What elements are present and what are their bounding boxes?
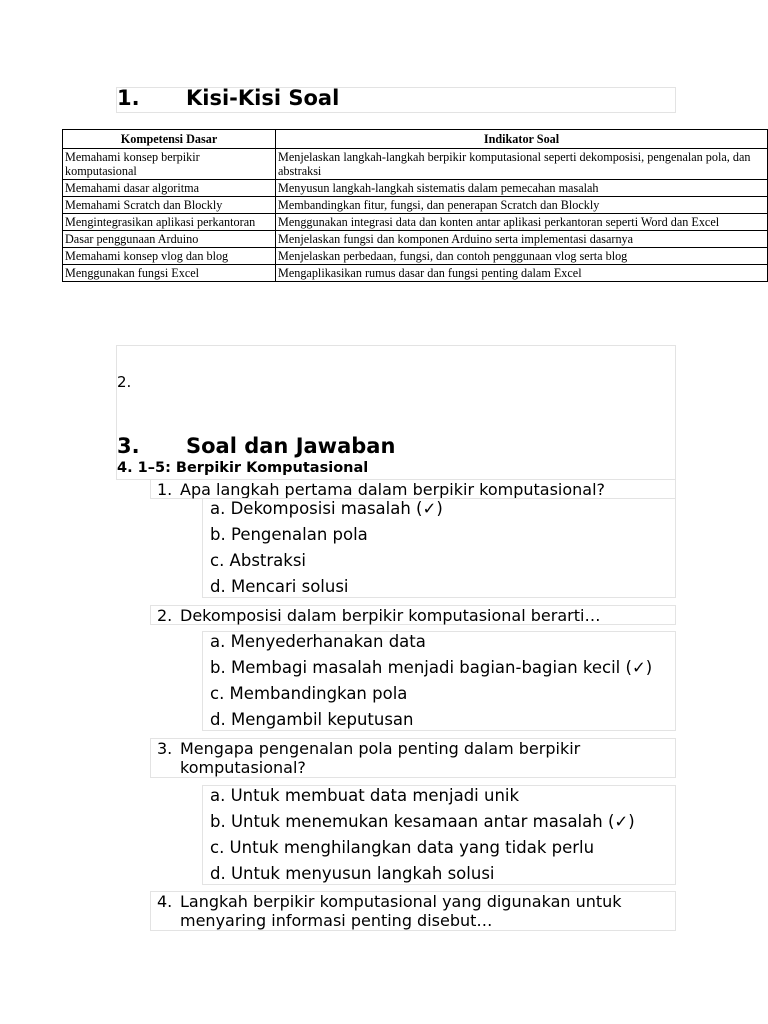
table-row xyxy=(63,214,768,231)
table-row xyxy=(63,248,768,265)
question-text: Langkah berpikir komputasional yang digunakan untuk menyaring informasi penting disebut… xyxy=(180,892,622,930)
option-a: a. Menyederhanakan data xyxy=(210,632,426,651)
option-c: c. Untuk menghilangkan data yang tidak perlu xyxy=(210,838,595,857)
table-row xyxy=(63,231,768,248)
question-text: Apa langkah pertama dalam berpikir komputasional? xyxy=(180,480,606,499)
table-header-row xyxy=(63,130,768,149)
section-3-title: Soal dan Jawaban xyxy=(186,434,396,458)
table-row xyxy=(63,180,768,197)
section-3-number: 3. xyxy=(117,434,140,458)
question-number: 2. xyxy=(157,606,173,625)
option-c: c. Membandingkan pola xyxy=(210,684,408,703)
question-3 xyxy=(150,738,676,778)
table-row xyxy=(63,197,768,214)
option-a: a. Untuk membuat data menjadi unik xyxy=(210,786,520,805)
section-2-number: 2. xyxy=(117,373,132,391)
question-number: 1. xyxy=(157,480,173,499)
option-b: b. Pengenalan pola xyxy=(210,525,368,544)
question-text: Mengapa pengenalan pola penting dalam berpikir komputasional? xyxy=(180,739,581,777)
section-1-number: 1. xyxy=(117,86,140,110)
option-d: d. Mengambil keputusan xyxy=(210,710,414,729)
subsection-title: 4. 1–5: Berpikir Komputasional xyxy=(117,460,369,476)
section-1-title: Kisi-Kisi Soal xyxy=(186,86,340,110)
table-cell-kompetensi: Memahami Scratch dan Blockly xyxy=(63,197,276,214)
table-cell-kompetensi: Memahami konsep berpikir komputasional xyxy=(63,149,276,180)
table-cell-indikator: Membandingkan fitur, fungsi, dan penerapan Scratch dan Blockly xyxy=(276,197,768,214)
table-row xyxy=(63,149,768,180)
question-number: 4. xyxy=(157,892,173,911)
table-cell-indikator: Menjelaskan fungsi dan komponen Arduino serta implementasi dasarnya xyxy=(276,231,768,248)
option-d: d. Untuk menyusun langkah solusi xyxy=(210,864,495,883)
question-2-options xyxy=(202,631,676,731)
table-cell-kompetensi: Memahami dasar algoritma xyxy=(63,180,276,197)
table-cell-indikator: Menjelaskan perbedaan, fungsi, dan contoh penggunaan vlog serta blog xyxy=(276,248,768,265)
question-1 xyxy=(150,479,676,499)
table-cell-indikator: Menggunakan integrasi data dan konten antar aplikasi perkantoran seperti Word dan Excel xyxy=(276,214,768,231)
table-cell-kompetensi: Memahami konsep vlog dan blog xyxy=(63,248,276,265)
table-cell-indikator: Menjelaskan langkah-langkah berpikir komputasional seperti dekomposisi, pengenalan pola, dan abstraksi xyxy=(276,149,768,180)
question-3-options xyxy=(202,785,676,885)
table-cell-indikator: Menyusun langkah-langkah sistematis dalam pemecahan masalah xyxy=(276,180,768,197)
table-row xyxy=(63,265,768,282)
table-header-indikator: Indikator Soal xyxy=(276,130,768,149)
table-cell-kompetensi: Dasar penggunaan Arduino xyxy=(63,231,276,248)
kisi-kisi-table xyxy=(62,129,768,282)
table-cell-kompetensi: Menggunakan fungsi Excel xyxy=(63,265,276,282)
table-header-kompetensi: Kompetensi Dasar xyxy=(63,130,276,149)
option-d: d. Mencari solusi xyxy=(210,577,349,596)
question-number: 3. xyxy=(157,739,173,758)
question-text: Dekomposisi dalam berpikir komputasional berarti… xyxy=(180,606,601,625)
option-c: c. Abstraksi xyxy=(210,551,307,570)
option-a: a. Dekomposisi masalah (✓) xyxy=(210,499,443,518)
question-1-options xyxy=(202,498,676,598)
option-b: b. Membagi masalah menjadi bagian-bagian kecil (✓) xyxy=(210,658,653,677)
option-b: b. Untuk menemukan kesamaan antar masalah (✓) xyxy=(210,812,635,831)
table-cell-indikator: Mengaplikasikan rumus dasar dan fungsi penting dalam Excel xyxy=(276,265,768,282)
table-cell-kompetensi: Mengintegrasikan aplikasi perkantoran xyxy=(63,214,276,231)
question-4 xyxy=(150,891,676,931)
question-2 xyxy=(150,605,676,625)
